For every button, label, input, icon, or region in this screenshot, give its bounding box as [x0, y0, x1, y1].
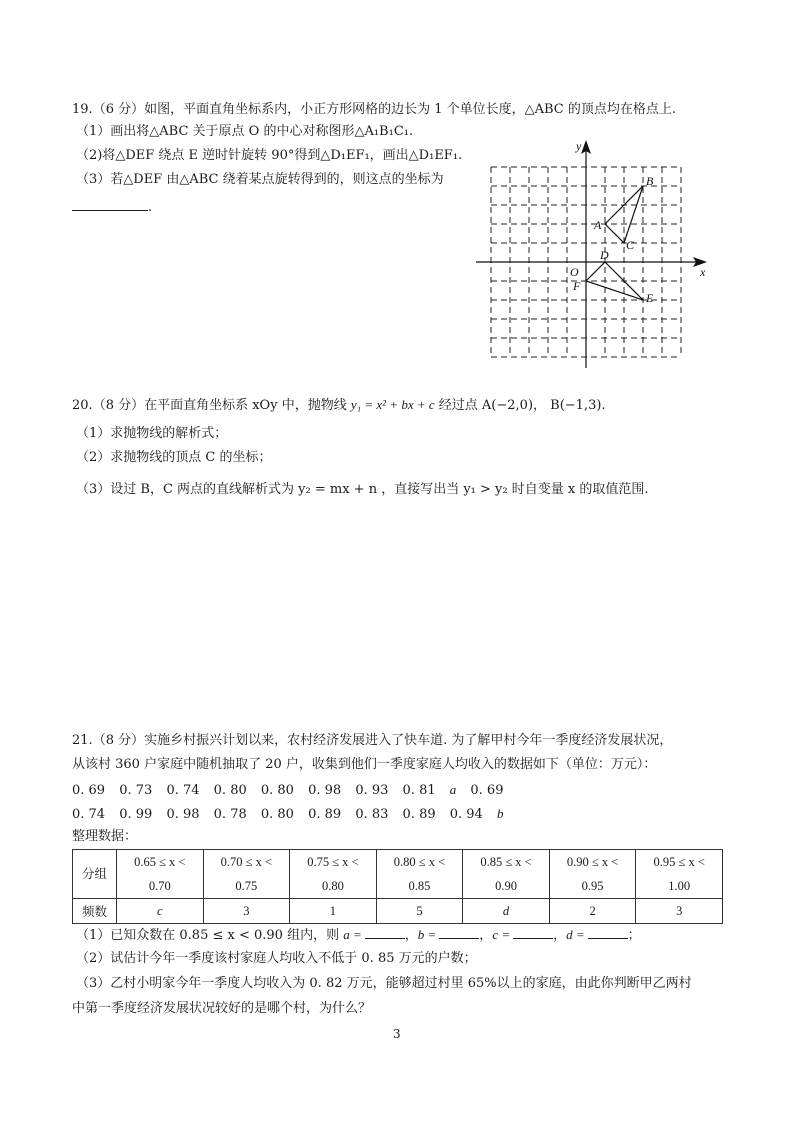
group-cell: 0.85 ≤ x < 0.90	[463, 850, 550, 899]
q21-stem-line1	[72, 732, 672, 750]
data-value-a: a	[449, 782, 457, 797]
q20-part3: （3）设过 B，C 两点的直线解析式为 y₂ = mx + n ，直接写出当 y₁ > y₂ 时自变量 x 的取值范围.	[76, 482, 649, 497]
q21-part1	[76, 926, 641, 945]
q21-part3-line1: （3）乙村小明家今年一季度人均收入为 0. 82 万元，能够超过村里 65%以上的家庭，由此你判断甲乙两村	[76, 976, 692, 991]
data-value: 0. 81	[402, 783, 436, 798]
q21-part1-prefix: （1）已知众数在 0.85 ≤ x < 0.90 组内，则	[76, 928, 344, 943]
q21-data-row-1	[72, 781, 513, 800]
q19-part3: （3）若△DEF 由△ABC 绕着某点旋转得到的，则这点的坐标为	[76, 172, 444, 187]
data-value: 0. 80	[213, 783, 247, 798]
blank-a[interactable]	[365, 926, 405, 939]
table-row-counts	[73, 899, 723, 924]
q20-part2: （2）求抛物线的顶点 C 的坐标；	[76, 450, 272, 465]
data-value: 0. 78	[213, 807, 247, 822]
group-cell: 0.65 ≤ x < 0.70	[117, 850, 204, 899]
count-cell: 3	[636, 899, 723, 924]
q21-score: （8 分）	[92, 733, 145, 748]
var-c-label: c =	[492, 927, 511, 942]
blank-c[interactable]	[513, 926, 553, 939]
q19-score: （6 分）	[92, 102, 145, 117]
q21-data-row-2	[72, 805, 513, 824]
data-value: 0. 98	[308, 783, 342, 798]
data-value: 0. 99	[119, 807, 153, 822]
data-value: 0. 69	[72, 783, 106, 798]
group-cell: 0.75 ≤ x < 0.80	[290, 850, 377, 899]
count-cell: 2	[549, 899, 636, 924]
blank-b[interactable]	[439, 926, 479, 939]
row-header-count: 频数	[73, 899, 117, 924]
data-value: 0. 89	[308, 807, 342, 822]
q21-part2: （2）试估计今年一季度该村家庭人均收入不低于 0. 85 万元的户数；	[76, 951, 477, 966]
q19-stem: 如图，平面直角坐标系内，小正方形网格的边长为 1 个单位长度，△ABC 的顶点均在格点上.	[144, 102, 677, 117]
group-cell: 0.95 ≤ x < 1.00	[636, 850, 723, 899]
q20-formula-y1: y₁ = x² + bx + c	[350, 397, 435, 412]
data-value: 0. 93	[355, 783, 389, 798]
data-value: 0. 83	[355, 807, 389, 822]
count-cell: 5	[376, 899, 463, 924]
q19-part2: （2)将△DEF 绕点 E 逆时针旋转 90°得到△D₁EF₁，画出△D₁EF₁.	[76, 148, 463, 163]
q19-stem-line	[72, 101, 676, 119]
q19-number: 19.	[72, 102, 93, 117]
data-value: 0. 74	[166, 783, 200, 798]
triangle-abc	[605, 186, 643, 243]
data-value: 0. 89	[402, 807, 436, 822]
x-axis-label: x	[700, 265, 706, 279]
point-label-e: E	[646, 291, 654, 305]
data-value: 0. 73	[119, 783, 153, 798]
q19-answer-blank[interactable]	[72, 198, 148, 211]
data-value: 0. 74	[72, 807, 106, 822]
q21-organize-label: 整理数据：	[72, 829, 138, 844]
q21-part3-line2: 中第一季度经济发展状况较好的是哪个村，为什么？	[72, 1001, 372, 1016]
var-b-label: b =	[417, 927, 437, 942]
end-mark: ；	[627, 928, 641, 943]
group-cell: 0.80 ≤ x < 0.85	[376, 850, 463, 899]
q19-answer-line	[72, 198, 152, 217]
sep: ，	[553, 928, 567, 943]
q19-answer-period: .	[148, 200, 153, 215]
q20-number: 20.	[72, 398, 93, 413]
count-cell: 3	[203, 899, 290, 924]
point-label-a: A	[594, 218, 602, 232]
count-cell: d	[463, 899, 550, 924]
frequency-table	[72, 849, 723, 924]
q21-stem-line2: 从该村 360 户家庭中随机抽取了 20 户，收集到他们一季度家庭人均收入的数据如下（单位：万元）：	[72, 757, 657, 772]
sep: ，	[479, 928, 493, 943]
point-label-c: C	[626, 238, 635, 252]
point-label-b: B	[646, 174, 654, 188]
count-cell: 1	[290, 899, 377, 924]
group-cell: 0.90 ≤ x < 0.95	[549, 850, 636, 899]
q19-part1: （1）画出将△ABC 关于原点 O 的中心对称图形△A₁B₁C₁.	[76, 124, 414, 139]
count-cell: c	[117, 899, 204, 924]
y-axis-label: y	[576, 139, 582, 153]
sep: ，	[404, 928, 418, 943]
table-row-groups	[73, 850, 723, 899]
point-label-f: F	[573, 279, 581, 293]
origin-label: O	[570, 265, 579, 279]
data-value: 0. 69	[470, 783, 504, 798]
q21-number: 21.	[72, 733, 93, 748]
blank-d[interactable]	[588, 926, 628, 939]
var-a-label: a =	[343, 927, 362, 942]
q20-stem-line	[72, 396, 606, 415]
data-value: 0. 94	[449, 807, 483, 822]
q20-stem-a: 在平面直角坐标系 xOy 中，抛物线	[144, 398, 351, 413]
data-value-b: b	[496, 806, 504, 821]
q21-stem-text1: 实施乡村振兴计划以来，农村经济发展进入了快车道. 为了解甲村今年一季度经济发展状况，	[144, 733, 673, 748]
data-value: 0. 80	[260, 783, 294, 798]
q19-coordinate-figure	[470, 130, 720, 375]
var-d-label: d =	[566, 927, 585, 942]
q20-part1: （1）求抛物线的解析式；	[76, 426, 228, 441]
q20-stem-b: 经过点 A(−2,0)， B(−1,3).	[434, 398, 606, 413]
q20-score: （8 分）	[92, 398, 145, 413]
page-number: 3	[393, 1027, 401, 1041]
row-header-group: 分组	[73, 850, 117, 899]
group-cell: 0.70 ≤ x < 0.75	[203, 850, 290, 899]
data-value: 0. 98	[166, 807, 200, 822]
data-value: 0. 80	[260, 807, 294, 822]
point-label-d: D	[600, 248, 609, 262]
